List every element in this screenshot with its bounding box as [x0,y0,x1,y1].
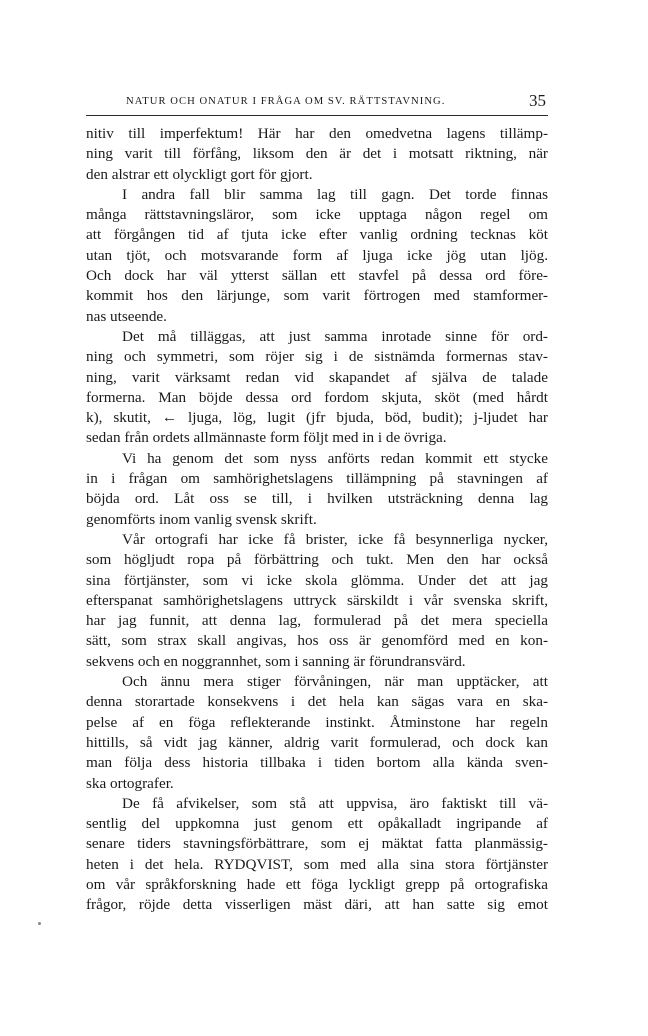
text-line: hittills, så vidt jag känner, aldrig varit formulerad, och dock kan [86,733,548,751]
text-line: efterspanat samhörighetslagens uttryck särskildt i vår svenska skrift, [86,591,548,609]
text-line: genomförts inom vanlig svensk skrift. [86,510,317,528]
text-line: pelse af en föga reflekterande instinkt. Åtminstone har regeln [86,713,548,731]
text-line: denna storartade konsekvens i det hela kan sägas vara en ska- [86,693,548,711]
text-line: sätt, som strax skall angivas, hos oss är genomförd med en kon- [86,632,548,650]
text-line: Och dock har väl ytterst sällan ett stavfel på dessa ord före- [86,267,548,285]
text-line: Vår ortografi har icke få brister, icke få besynnerliga nycker, [122,530,548,548]
text-line: sedan från ordets allmännaste form följt med in i de övriga. [86,429,447,447]
text-line: att förgången tid af tjuta icke efter vanlig ordning tecknas köt [86,226,548,244]
running-title: NATUR OCH ONATUR I FRÅGA OM SV. RÄTTSTAVNING. [126,96,446,107]
page-number: 35 [529,91,546,110]
text-line: heten i det hela. RYDQVIST, som med alla sina stora förtjänster [86,855,548,873]
text-line: sentlig del uppkomna just genom ett opåkalladt ingripande af [86,815,548,833]
page-header [86,90,548,116]
text-line: Och ännu mera stiger förvåningen, när man upptäcker, att [122,673,548,691]
text-line: sina förtjänster, som vi icke skola glömma. Under det att jag [86,571,548,589]
header-rule [86,115,548,116]
text-line: ning varit till förfång, liksom den är det i motsatt riktning, när [86,145,548,163]
text-line: k), skutit, ← ljuga, lög, lugit (jfr bjuda, böd, budit); j-ljudet har [86,409,548,427]
text-line: I andra fall blir samma lag till gagn. Det torde finnas [122,185,548,203]
text-line: många rättstavningsläror, som icke upptaga någon regel om [86,206,548,224]
text-line: böjda ord. Låt oss se till, i hvilken utsträckning denna lag [86,490,548,508]
text-line: man följa dess historia tillbaka i tiden bortom alla kända sven- [86,754,548,772]
text-line: utan tjöt, och motsvarande form af ljuga icke jög utan ljög. [86,246,548,264]
text-line: om vår språkforskning hade ett föga lyckligt grepp på ortografiska [86,875,548,893]
text-line: De få afvikelser, som stå att uppvisa, äro faktiskt till vä- [122,794,548,812]
text-line: Vi ha genom det som nyss anförts redan kommit ett stycke [122,449,548,467]
text-line: ska ortografer. [86,774,174,792]
text-line: har jag funnit, att denna lag, formulerad på det mera speciella [86,612,548,630]
text-line: nas utseende. [86,307,167,325]
text-line: formerna. Man böjde dessa ord fordom skjuta, sköt (med hårdt [86,388,548,406]
text-line: nitiv till imperfektum! Här har den omedvetna lagens tillämp- [86,125,548,142]
text-line: den alstrar ett olyckligt gort för gjort. [86,165,313,183]
margin-speck [38,922,41,925]
text-line: frågor, röjde detta visserligen mäst däri, att han satte sig emot [86,896,548,914]
text-line: sekvens och en noggrannhet, som i sanning är förundransvärd. [86,652,466,670]
text-line: som högljudt ropa på förbättring och tukt. Men den har också [86,551,548,569]
text-line: in i frågan om samhörighetslagens tillämpning på stavningen af [86,470,548,488]
text-line: kommit hos den lärjunge, som varit förtrogen med stamformer- [86,287,548,305]
text-line: senare tiders stavningsförbättrare, som ej mäktat fatta planmässig- [86,835,548,853]
body-text [86,124,548,916]
text-line: Det må tilläggas, att just samma inrotade sinne för ord- [122,327,548,345]
text-line: ning och symmetri, som röjer sig i de sistnämda formernas stav- [86,348,548,366]
text-line: ning, varit värksamt redan vid skapandet af själva de talade [86,368,548,386]
